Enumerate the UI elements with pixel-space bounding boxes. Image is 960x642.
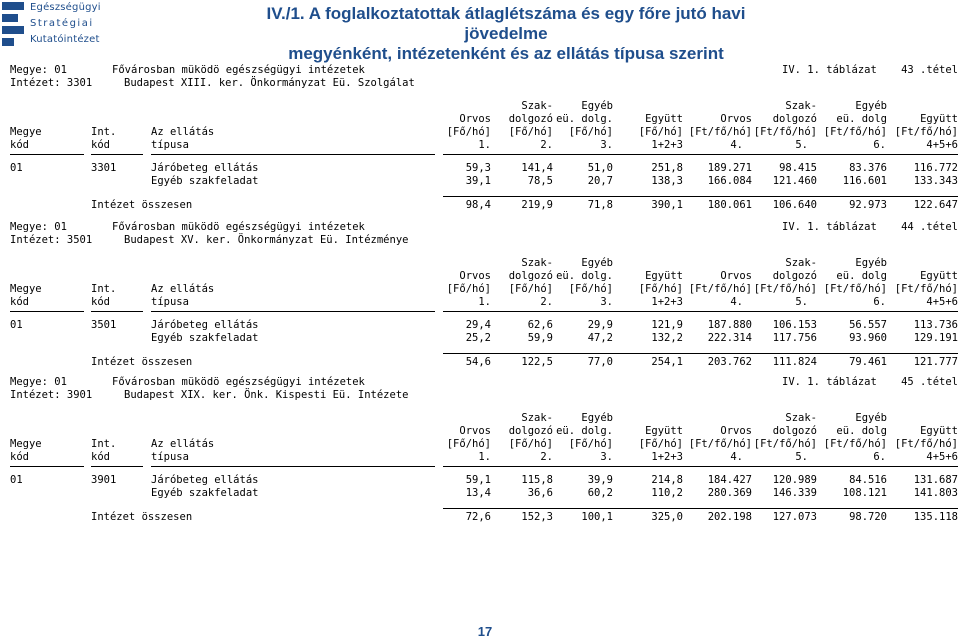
col-header: Orvos <box>720 425 752 437</box>
col-header-ellatas: Az ellátás <box>151 438 215 450</box>
col-header-egyeb: Egyéb <box>581 100 613 112</box>
cell-value: 214,8 <box>651 474 683 486</box>
col-header-index: 4+5+6 <box>926 451 958 463</box>
cell-value: 29,4 <box>465 319 491 331</box>
col-header-index: 2. <box>540 139 553 151</box>
megye-label: Megye: 01 <box>10 64 67 76</box>
col-header-index: 6. <box>873 296 886 308</box>
cell-value: 51,0 <box>587 162 613 174</box>
col-header: Együtt <box>645 270 683 282</box>
cell-value: 189.271 <box>707 162 752 174</box>
item-number: 44 .tétel <box>901 221 958 233</box>
cell-value: 84.516 <box>849 474 887 486</box>
total-value: 122.647 <box>913 199 958 211</box>
col-header-szak: Szak- <box>521 100 553 112</box>
total-label: Intézet összesen <box>91 511 193 523</box>
col-header-unit: [Ft/fő/hó] <box>753 126 817 138</box>
col-header-unit: [Ft/fő/hó] <box>688 438 752 450</box>
col-header: dolgozó <box>772 113 817 125</box>
intezet-label: Intézet: 3501 <box>10 234 93 246</box>
table-reference: IV. 1. táblázat <box>782 221 877 233</box>
cell-int: 3501 <box>91 319 117 331</box>
rule-line <box>10 154 84 155</box>
col-header: Orvos <box>459 425 491 437</box>
logo-line-2: Stratégiai <box>30 18 94 29</box>
cell-tipus: Járóbeteg ellátás <box>151 319 259 331</box>
logo-mark <box>2 2 24 46</box>
col-header-int: Int. <box>91 126 117 138</box>
col-header-tipusa: típusa <box>151 139 189 151</box>
col-header-index: 1+2+3 <box>651 451 683 463</box>
total-value: 180.061 <box>707 199 752 211</box>
col-header-ellatas: Az ellátás <box>151 283 215 295</box>
total-value: 135.118 <box>913 511 958 523</box>
cell-int: 3301 <box>91 162 117 174</box>
col-header-kod: kód <box>91 139 110 151</box>
rule-line <box>443 154 958 155</box>
cell-value: 116.601 <box>842 175 887 187</box>
cell-value: 184.427 <box>707 474 752 486</box>
col-header-index: 1. <box>478 296 491 308</box>
cell-value: 166.084 <box>707 175 752 187</box>
col-header-index: 4. <box>730 296 743 308</box>
col-header-egyeb: Egyéb <box>855 100 887 112</box>
col-header-index: 1+2+3 <box>651 296 683 308</box>
cell-value: 59,1 <box>465 474 491 486</box>
col-header-index: 1. <box>478 139 491 151</box>
col-header-index: 4+5+6 <box>926 139 958 151</box>
col-header-tipusa: típusa <box>151 296 189 308</box>
col-header-unit: [Fő/hó] <box>508 283 553 295</box>
col-header-index: 2. <box>540 451 553 463</box>
col-header-index: 2. <box>540 296 553 308</box>
col-header: Együtt <box>645 425 683 437</box>
col-header: eü. dolg <box>836 425 887 437</box>
total-value: 152,3 <box>521 511 553 523</box>
total-value: 72,6 <box>465 511 491 523</box>
col-header-index: 1. <box>478 451 491 463</box>
cell-value: 39,9 <box>587 474 613 486</box>
institute-logo <box>0 0 108 52</box>
total-value: 325,0 <box>651 511 683 523</box>
logo-line-1: Egészségügyi <box>30 2 101 13</box>
col-header-megye: Megye <box>10 126 42 138</box>
col-header-szak: Szak- <box>785 412 817 424</box>
rule-line <box>443 311 958 312</box>
cell-value: 83.376 <box>849 162 887 174</box>
col-header-index: 5. <box>795 296 808 308</box>
col-header-unit: [Ft/fő/hó] <box>823 438 887 450</box>
rule-line <box>151 311 435 312</box>
col-header: dolgozó <box>508 425 553 437</box>
cell-value: 62,6 <box>527 319 553 331</box>
col-header-unit: [Fő/hó] <box>508 126 553 138</box>
col-header: Együtt <box>920 270 958 282</box>
cell-value: 36,6 <box>527 487 553 499</box>
total-value: 111.824 <box>772 356 817 368</box>
col-header-unit: [Fő/hó] <box>568 283 613 295</box>
rule-line <box>10 466 84 467</box>
cell-value: 110,2 <box>651 487 683 499</box>
cell-value: 146.339 <box>772 487 817 499</box>
total-label: Intézet összesen <box>91 199 193 211</box>
col-header-unit: [Ft/fő/hó] <box>894 438 958 450</box>
col-header-kod: kód <box>10 451 29 463</box>
col-header-megye: Megye <box>10 283 42 295</box>
col-header-unit: [Ft/fő/hó] <box>823 283 887 295</box>
total-value: 98.720 <box>849 511 887 523</box>
total-value: 254,1 <box>651 356 683 368</box>
cell-value: 222.314 <box>707 332 752 344</box>
cell-tipus: Járóbeteg ellátás <box>151 474 259 486</box>
col-header-ellatas: Az ellátás <box>151 126 215 138</box>
col-header-egyeb: Egyéb <box>581 412 613 424</box>
total-value: 106.640 <box>772 199 817 211</box>
cell-value: 56.557 <box>849 319 887 331</box>
total-value: 98,4 <box>465 199 491 211</box>
cell-value: 93.960 <box>849 332 887 344</box>
logo-line-3: Kutatóintézet <box>30 34 100 45</box>
cell-value: 141.803 <box>913 487 958 499</box>
col-header-kod: kód <box>91 451 110 463</box>
col-header-index: 5. <box>795 451 808 463</box>
col-header-unit: [Fő/hó] <box>638 438 683 450</box>
col-header-unit: [Fő/hó] <box>638 283 683 295</box>
col-header: Orvos <box>459 113 491 125</box>
col-header-index: 1+2+3 <box>651 139 683 151</box>
col-header: Orvos <box>720 270 752 282</box>
col-header-index: 4. <box>730 139 743 151</box>
rule-line <box>443 466 958 467</box>
cell-megye: 01 <box>10 162 23 174</box>
col-header: dolgozó <box>508 113 553 125</box>
cell-value: 280.369 <box>707 487 752 499</box>
intezet-label: Intézet: 3301 <box>10 77 93 89</box>
cell-value: 133.343 <box>913 175 958 187</box>
institution-table <box>0 64 960 212</box>
cell-value: 78,5 <box>527 175 553 187</box>
col-header-unit: [Fő/hó] <box>446 126 491 138</box>
col-header-index: 4+5+6 <box>926 296 958 308</box>
col-header-unit: [Ft/fő/hó] <box>688 126 752 138</box>
intezet-name: Budapest XIX. ker. Önk. Kispesti Eü. Intézete <box>124 389 409 401</box>
rule-line <box>10 311 84 312</box>
cell-value: 138,3 <box>651 175 683 187</box>
megye-name: Fővárosban müködö egészségügyi intézetek <box>112 376 365 388</box>
megye-name: Fővárosban müködö egészségügyi intézetek <box>112 221 365 233</box>
cell-value: 117.756 <box>772 332 817 344</box>
cell-value: 121.460 <box>772 175 817 187</box>
cell-value: 187.880 <box>707 319 752 331</box>
total-value: 92.973 <box>849 199 887 211</box>
col-header-egyeb: Egyéb <box>581 257 613 269</box>
cell-value: 113.736 <box>913 319 958 331</box>
col-header: Orvos <box>720 113 752 125</box>
col-header: Együtt <box>920 113 958 125</box>
cell-value: 13,4 <box>465 487 491 499</box>
cell-tipus: Egyéb szakfeladat <box>151 175 259 187</box>
page-title <box>226 4 786 64</box>
title-line-2: megyénként, intézetenként és az ellátás típusa szerint <box>288 44 724 63</box>
col-header-unit: [Ft/fő/hó] <box>894 126 958 138</box>
col-header-unit: [Ft/fő/hó] <box>753 283 817 295</box>
total-value: 390,1 <box>651 199 683 211</box>
col-header: dolgozó <box>508 270 553 282</box>
institution-table <box>0 376 960 524</box>
cell-value: 60,2 <box>587 487 613 499</box>
rule-line <box>443 353 958 354</box>
col-header-unit: [Fő/hó] <box>568 126 613 138</box>
rule-line <box>151 466 435 467</box>
cell-value: 39,1 <box>465 175 491 187</box>
col-header: eü. dolg. <box>556 270 613 282</box>
col-header-index: 3. <box>600 451 613 463</box>
intezet-label: Intézet: 3901 <box>10 389 93 401</box>
col-header-szak: Szak- <box>785 100 817 112</box>
cell-value: 29,9 <box>587 319 613 331</box>
col-header-unit: [Ft/fő/hó] <box>894 283 958 295</box>
col-header-kod: kód <box>91 296 110 308</box>
col-header-megye: Megye <box>10 438 42 450</box>
cell-value: 251,8 <box>651 162 683 174</box>
col-header: dolgozó <box>772 270 817 282</box>
cell-tipus: Járóbeteg ellátás <box>151 162 259 174</box>
cell-value: 20,7 <box>587 175 613 187</box>
cell-value: 129.191 <box>913 332 958 344</box>
cell-value: 47,2 <box>587 332 613 344</box>
col-header-index: 6. <box>873 451 886 463</box>
col-header: eü. dolg <box>836 113 887 125</box>
col-header-unit: [Fő/hó] <box>638 126 683 138</box>
total-value: 127.073 <box>772 511 817 523</box>
col-header-szak: Szak- <box>521 257 553 269</box>
total-value: 121.777 <box>913 356 958 368</box>
cell-value: 120.989 <box>772 474 817 486</box>
col-header-unit: [Fő/hó] <box>446 283 491 295</box>
col-header-index: 6. <box>873 139 886 151</box>
col-header: Orvos <box>459 270 491 282</box>
rule-line <box>91 311 143 312</box>
cell-value: 108.121 <box>842 487 887 499</box>
col-header: Együtt <box>645 113 683 125</box>
total-value: 54,6 <box>465 356 491 368</box>
rule-line <box>443 196 958 197</box>
col-header: eü. dolg. <box>556 113 613 125</box>
col-header-unit: [Fő/hó] <box>568 438 613 450</box>
col-header-int: Int. <box>91 438 117 450</box>
total-value: 122,5 <box>521 356 553 368</box>
item-number: 45 .tétel <box>901 376 958 388</box>
cell-value: 106.153 <box>772 319 817 331</box>
cell-tipus: Egyéb szakfeladat <box>151 487 259 499</box>
col-header-unit: [Ft/fő/hó] <box>688 283 752 295</box>
cell-value: 59,9 <box>527 332 553 344</box>
col-header-index: 4. <box>730 451 743 463</box>
cell-value: 25,2 <box>465 332 491 344</box>
total-value: 100,1 <box>581 511 613 523</box>
rule-line <box>151 154 435 155</box>
rule-line <box>91 154 143 155</box>
cell-megye: 01 <box>10 474 23 486</box>
institution-table <box>0 221 960 369</box>
total-value: 203.762 <box>707 356 752 368</box>
rule-line <box>443 508 958 509</box>
col-header-tipusa: típusa <box>151 451 189 463</box>
total-value: 202.198 <box>707 511 752 523</box>
cell-value: 116.772 <box>913 162 958 174</box>
megye-label: Megye: 01 <box>10 376 67 388</box>
total-value: 77,0 <box>587 356 613 368</box>
col-header: dolgozó <box>772 425 817 437</box>
total-label: Intézet összesen <box>91 356 193 368</box>
cell-value: 132,2 <box>651 332 683 344</box>
col-header-index: 3. <box>600 139 613 151</box>
total-value: 79.461 <box>849 356 887 368</box>
title-line-1: IV./1. A foglalkoztatottak átlaglétszáma és egy főre jutó havi jövedelme <box>266 4 746 43</box>
total-value: 71,8 <box>587 199 613 211</box>
col-header-unit: [Ft/fő/hó] <box>823 126 887 138</box>
cell-value: 98.415 <box>779 162 817 174</box>
cell-tipus: Egyéb szakfeladat <box>151 332 259 344</box>
cell-value: 115,8 <box>521 474 553 486</box>
col-header: eü. dolg <box>836 270 887 282</box>
intezet-name: Budapest XIII. ker. Önkormányzat Eü. Szolgálat <box>124 77 415 89</box>
cell-value: 59,3 <box>465 162 491 174</box>
cell-megye: 01 <box>10 319 23 331</box>
table-reference: IV. 1. táblázat <box>782 376 877 388</box>
table-reference: IV. 1. táblázat <box>782 64 877 76</box>
col-header-unit: [Fő/hó] <box>446 438 491 450</box>
col-header-int: Int. <box>91 283 117 295</box>
rule-line <box>91 466 143 467</box>
col-header-unit: [Ft/fő/hó] <box>753 438 817 450</box>
col-header-kod: kód <box>10 139 29 151</box>
item-number: 43 .tétel <box>901 64 958 76</box>
intezet-name: Budapest XV. ker. Önkormányzat Eü. Intézménye <box>124 234 409 246</box>
page-number: 17 <box>477 624 493 639</box>
total-value: 219,9 <box>521 199 553 211</box>
cell-int: 3901 <box>91 474 117 486</box>
col-header-index: 3. <box>600 296 613 308</box>
cell-value: 141,4 <box>521 162 553 174</box>
col-header-egyeb: Egyéb <box>855 412 887 424</box>
col-header-szak: Szak- <box>521 412 553 424</box>
megye-label: Megye: 01 <box>10 221 67 233</box>
col-header-unit: [Fő/hó] <box>508 438 553 450</box>
megye-name: Fővárosban müködö egészségügyi intézetek <box>112 64 365 76</box>
col-header-szak: Szak- <box>785 257 817 269</box>
col-header: Együtt <box>920 425 958 437</box>
cell-value: 121,9 <box>651 319 683 331</box>
col-header-kod: kód <box>10 296 29 308</box>
col-header-egyeb: Egyéb <box>855 257 887 269</box>
cell-value: 131.687 <box>913 474 958 486</box>
col-header-index: 5. <box>795 139 808 151</box>
col-header: eü. dolg. <box>556 425 613 437</box>
